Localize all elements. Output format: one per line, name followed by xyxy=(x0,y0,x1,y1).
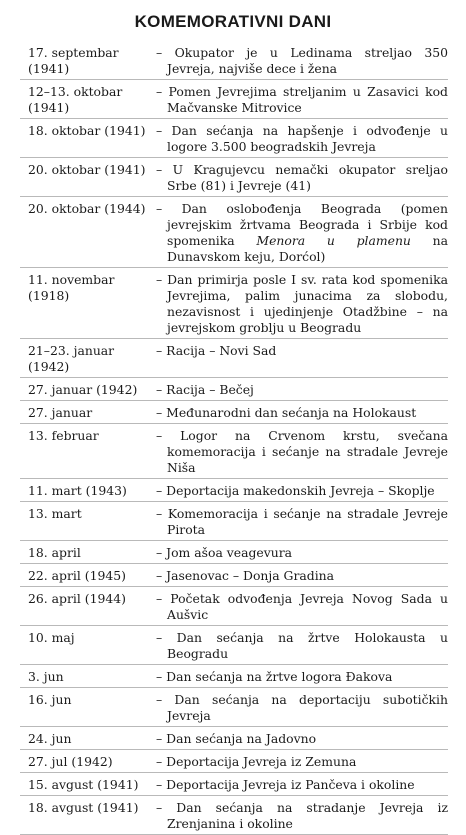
list-item xyxy=(20,483,448,502)
entry-date: 22. april (1945) xyxy=(28,568,126,583)
list-item xyxy=(20,84,448,119)
commemoration-list xyxy=(0,45,466,835)
list-item xyxy=(20,162,448,197)
entry-description: – Okupator je u Ledinama streljao 350 Jevreja, najviše dece i žena xyxy=(156,45,448,76)
list-item xyxy=(20,405,448,424)
entry-description: – Logor na Crvenom krstu, svečana komemoracija i sećanje na stradale Jevreje Niša xyxy=(156,428,448,475)
entry-date: 24. jun xyxy=(28,731,72,746)
entry-description: – Dan sećanja na deportaciju subotičkih Jevreja xyxy=(156,692,448,723)
entry-date: 16. jun xyxy=(28,692,72,707)
entry-description: – Racija – Novi Sad xyxy=(156,343,277,358)
monument-name: Menora u plamenu xyxy=(256,233,411,248)
entry-date: 18. april xyxy=(28,545,81,560)
list-item xyxy=(20,692,448,727)
entry-date: 20. oktobar (1944) xyxy=(28,201,146,216)
list-item xyxy=(20,591,448,626)
entry-date: 26. april (1944) xyxy=(28,591,126,606)
list-item xyxy=(20,428,448,479)
entry-description: – Međunarodni dan sećanja na Holokaust xyxy=(156,405,417,420)
entry-description: – U Kragujevcu nemački okupator sreljao Srbe (81) i Jevreje (41) xyxy=(156,162,448,193)
list-item xyxy=(20,731,448,750)
entry-date: 12–13. oktobar (1941) xyxy=(28,84,123,115)
entry-description: – Deportacija Jevreja iz Pančeva i okoline xyxy=(156,777,415,792)
entry-date: 27. jul (1942) xyxy=(28,754,113,769)
entry-description xyxy=(156,201,448,265)
entry-description: – Dan sećanja na hapšenje i odvođenje u logore 3.500 beogradskih Jevreja xyxy=(156,123,448,154)
entry-description: – Dan sećanja na Jadovno xyxy=(156,731,317,746)
entry-date: 20. oktobar (1941) xyxy=(28,162,146,177)
entry-date: 11. novembar (1918) xyxy=(28,272,115,303)
entry-description: – Dan sećanja na žrtve logora Đakova xyxy=(156,669,393,684)
entry-description: – Racija – Bečej xyxy=(156,382,254,397)
page-title: KOMEMORATIVNI DANI xyxy=(134,12,332,31)
entry-description: – Dan sećanja na žrtve Holokausta u Beogradu xyxy=(156,630,448,661)
list-item xyxy=(20,382,448,401)
list-item xyxy=(20,545,448,564)
entry-date: 21–23. januar (1942) xyxy=(28,343,115,374)
entry-description: – Dan primirja posle I sv. rata kod spomenika Jevrejima, palim junacima za slobodu, nezavisnost i ujedinjenje Otadžbine – na jevrejskom groblju u Beogradu xyxy=(156,272,448,335)
list-item xyxy=(20,800,448,835)
entry-description: – Pomen Jevrejima streljanim u Zasavici kod Mačvanske Mitrovice xyxy=(156,84,448,115)
list-item xyxy=(20,630,448,665)
list-item xyxy=(20,754,448,773)
entry-description: – Početak odvođenja Jevreja Novog Sada u Aušvic xyxy=(156,591,448,622)
entry-date: 17. septembar (1941) xyxy=(28,45,119,76)
entry-date: 13. februar xyxy=(28,428,99,443)
entry-date: 13. mart xyxy=(28,506,82,521)
list-item xyxy=(20,669,448,688)
list-item xyxy=(20,568,448,587)
entry-description: – Jom ašoa veagevura xyxy=(156,545,293,560)
entry-description: – Jasenovac – Donja Gradina xyxy=(156,568,335,583)
entry-date: 27. januar xyxy=(28,405,93,420)
entry-date: 10. maj xyxy=(28,630,75,645)
entry-description: – Deportacija makedonskih Jevreja – Skoplje xyxy=(156,483,435,498)
list-item xyxy=(20,343,448,378)
entry-date: 15. avgust (1941) xyxy=(28,777,139,792)
entry-description: – Komemoracija i sećanje na stradale Jevreje Pirota xyxy=(156,506,448,537)
entry-description: – Dan sećanja na stradanje Jevreja iz Zrenjanina i okoline xyxy=(156,800,448,831)
entry-date: 27. januar (1942) xyxy=(28,382,138,397)
list-item xyxy=(20,777,448,796)
entry-date: 11. mart (1943) xyxy=(28,483,127,498)
entry-description: – Deportacija Jevreja iz Zemuna xyxy=(156,754,357,769)
entry-date: 18. oktobar (1941) xyxy=(28,123,146,138)
entry-date: 18. avgust (1941) xyxy=(28,800,139,815)
entry-date: 3. jun xyxy=(28,669,64,684)
list-item xyxy=(20,123,448,158)
list-item xyxy=(20,506,448,541)
list-item xyxy=(20,272,448,339)
entry-text-part: – Dan oslobođenja Beograda (pomen jevrejskim žrtvama Beograda i Srbije kod spomenika xyxy=(156,201,448,248)
list-item xyxy=(20,201,448,268)
entry-text-part: na Dunavskom keju, Dorćol) xyxy=(167,233,448,264)
list-item xyxy=(20,45,448,80)
